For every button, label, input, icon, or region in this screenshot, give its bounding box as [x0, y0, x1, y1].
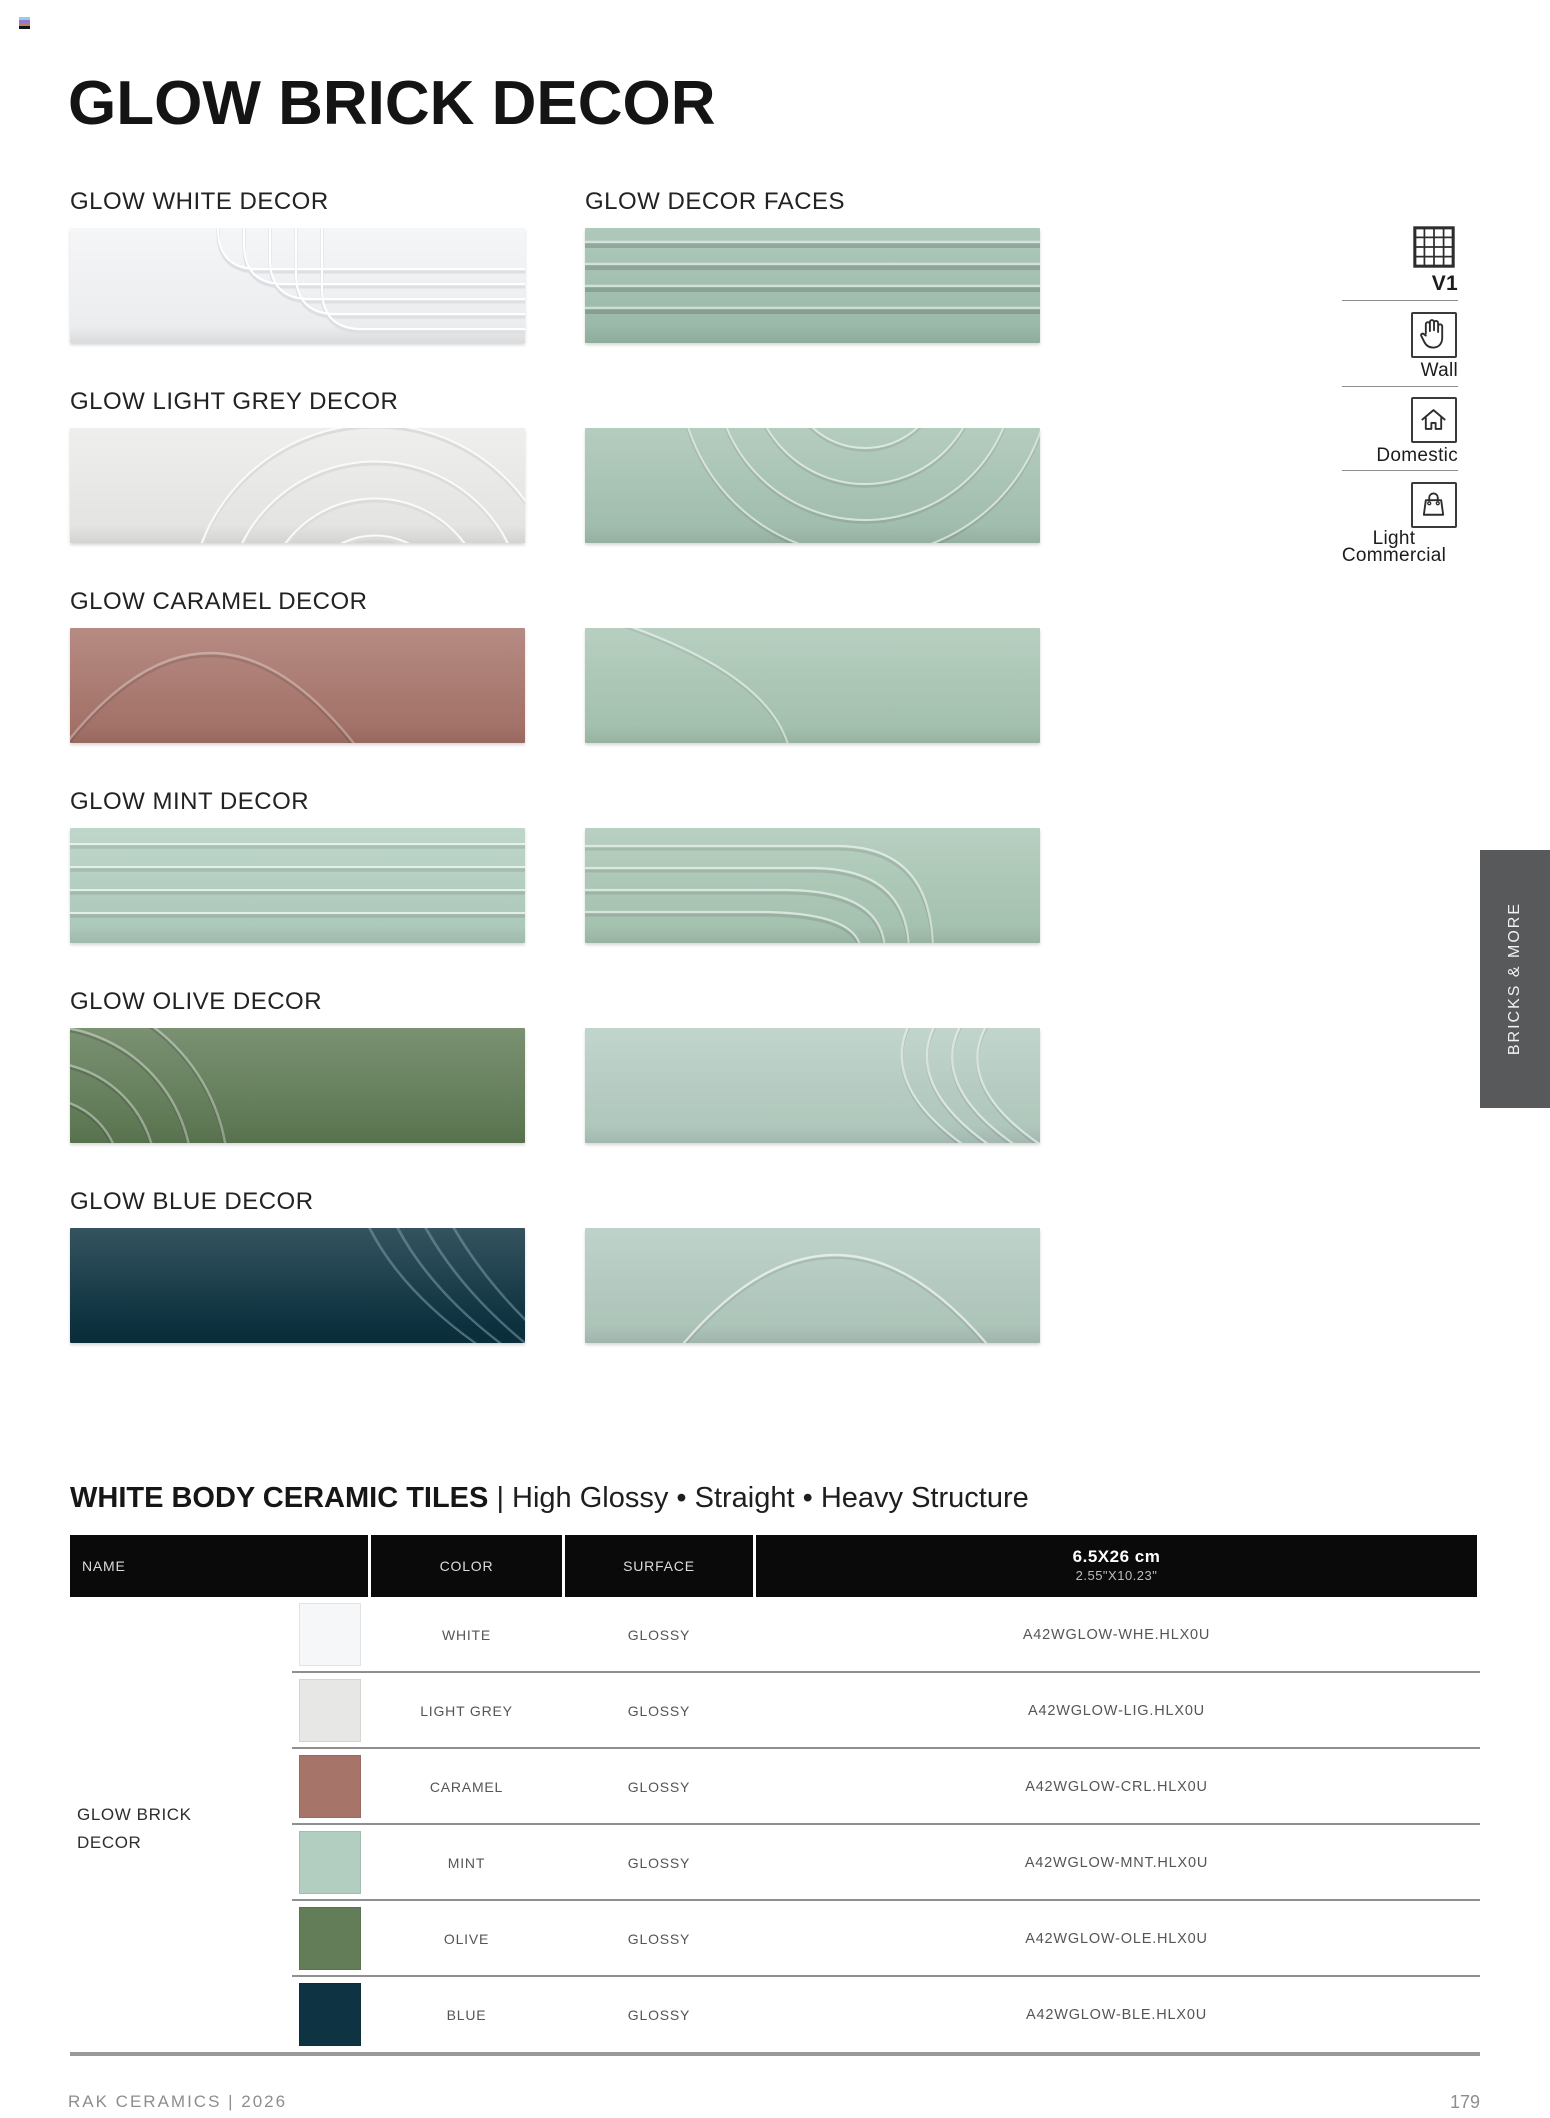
- row-color: CARAMEL: [429, 1779, 504, 1795]
- product-label-glow-blue-decor: GLOW BLUE DECOR: [70, 1188, 314, 1215]
- row-surface: GLOSSY: [627, 1855, 691, 1871]
- section-title-bold: WHITE BODY CERAMIC TILES: [70, 1482, 489, 1514]
- row-color: OLIVE: [443, 1931, 490, 1947]
- swatch-blue: [299, 1983, 361, 2046]
- tile-glow-decor-faces-5: [585, 1028, 1040, 1143]
- shade-variation-label: V1: [1431, 272, 1458, 295]
- footer-brand: RAK CERAMICS | 2026: [68, 2092, 288, 2111]
- house-icon: [1411, 397, 1457, 443]
- badge-divider: [1342, 300, 1458, 301]
- table-header-size: [756, 1535, 1477, 1597]
- side-tab-label: BRICKS & MORE: [1506, 902, 1523, 1056]
- table-header-name: NAME: [70, 1535, 368, 1597]
- swatch-white: [299, 1603, 361, 1666]
- table-body: [70, 1597, 1480, 2053]
- registration-mark-icon: [19, 17, 30, 29]
- product-label-glow-olive-decor: GLOW OLIVE DECOR: [70, 988, 323, 1015]
- table-product-name: [77, 1801, 192, 1857]
- swatch-caramel: [299, 1755, 361, 1818]
- usage-light-commercial-label: Light Commercial: [1341, 528, 1447, 566]
- product-label-glow-white-decor: GLOW WHITE DECOR: [70, 188, 329, 215]
- footer-page-number: 179: [1449, 2092, 1480, 2112]
- row-code: A42WGLOW-OLE.HLX0U: [1025, 1931, 1208, 1947]
- product-label-glow-caramel-decor: GLOW CARAMEL DECOR: [70, 588, 368, 615]
- row-color: BLUE: [446, 2007, 487, 2023]
- tile-glow-white-decor: [70, 228, 525, 343]
- row-color: LIGHT GREY: [420, 1703, 513, 1719]
- row-surface: GLOSSY: [627, 1779, 691, 1795]
- application-label: Wall: [1420, 360, 1458, 381]
- row-code: A42WGLOW-CRL.HLX0U: [1025, 1779, 1208, 1795]
- table-header-surface: SURFACE: [565, 1535, 753, 1597]
- usage-domestic-label: Domestic: [1376, 445, 1458, 466]
- swatch-light-grey: [299, 1679, 361, 1742]
- badge-divider: [1342, 470, 1458, 471]
- table-row-blue: [70, 1977, 1480, 2053]
- table-row-white: [70, 1597, 1480, 1673]
- product-name-line1: GLOW BRICK: [77, 1805, 192, 1824]
- tile-glow-decor-faces-6: [585, 1228, 1040, 1343]
- tile-glow-mint-decor: [70, 828, 525, 943]
- product-label-glow-mint-decor: GLOW MINT DECOR: [70, 788, 310, 815]
- tile-glow-olive-decor: [70, 1028, 525, 1143]
- tile-glow-decor-faces-2: [585, 428, 1040, 543]
- tile-glow-caramel-decor: [70, 628, 525, 743]
- row-color: WHITE: [441, 1627, 492, 1643]
- row-code: A42WGLOW-MNT.HLX0U: [1024, 1855, 1209, 1871]
- hand-icon: [1411, 312, 1457, 358]
- tile-glow-light-grey-decor: [70, 428, 525, 543]
- swatch-olive: [299, 1907, 361, 1970]
- table-row-light-grey: [70, 1673, 1480, 1749]
- size-inch-label: 2.55"X10.23": [1075, 1568, 1158, 1583]
- product-name-line2: DECOR: [77, 1833, 142, 1852]
- table-bottom-border: [70, 2052, 1480, 2056]
- row-surface: GLOSSY: [627, 1703, 691, 1719]
- row-surface: GLOSSY: [627, 2007, 691, 2023]
- row-color: MINT: [447, 1855, 486, 1871]
- table-row-mint: [70, 1825, 1480, 1901]
- row-code: A42WGLOW-LIG.HLX0U: [1028, 1703, 1205, 1719]
- size-cm-label: 6.5X26 cm: [1072, 1547, 1161, 1566]
- tile-glow-decor-faces-1: [585, 228, 1040, 343]
- row-code: A42WGLOW-WHE.HLX0U: [1022, 1627, 1211, 1643]
- section-title-light: | High Glossy • Straight • Heavy Structure: [496, 1482, 1029, 1514]
- product-label-glow-decor-faces: GLOW DECOR FACES: [585, 188, 846, 215]
- grid-icon: [1411, 224, 1457, 270]
- tile-glow-blue-decor: [70, 1228, 525, 1343]
- row-code: A42WGLOW-BLE.HLX0U: [1026, 2007, 1207, 2023]
- tile-glow-decor-faces-3: [585, 628, 1040, 743]
- row-surface: GLOSSY: [627, 1931, 691, 1947]
- tile-glow-decor-faces-4: [585, 828, 1040, 943]
- product-label-glow-light-grey-decor: GLOW LIGHT GREY DECOR: [70, 388, 399, 415]
- bag-icon: [1411, 482, 1457, 528]
- table-header-color: COLOR: [371, 1535, 562, 1597]
- swatch-mint: [299, 1831, 361, 1894]
- badge-divider: [1342, 386, 1458, 387]
- table-row-olive: [70, 1901, 1480, 1977]
- side-tab-bricks-and-more[interactable]: [1480, 850, 1550, 1108]
- row-surface: GLOSSY: [627, 1627, 691, 1643]
- table-row-caramel: [70, 1749, 1480, 1825]
- page-title: GLOW BRICK DECOR: [68, 69, 716, 138]
- table-section-title: [70, 1482, 1029, 1515]
